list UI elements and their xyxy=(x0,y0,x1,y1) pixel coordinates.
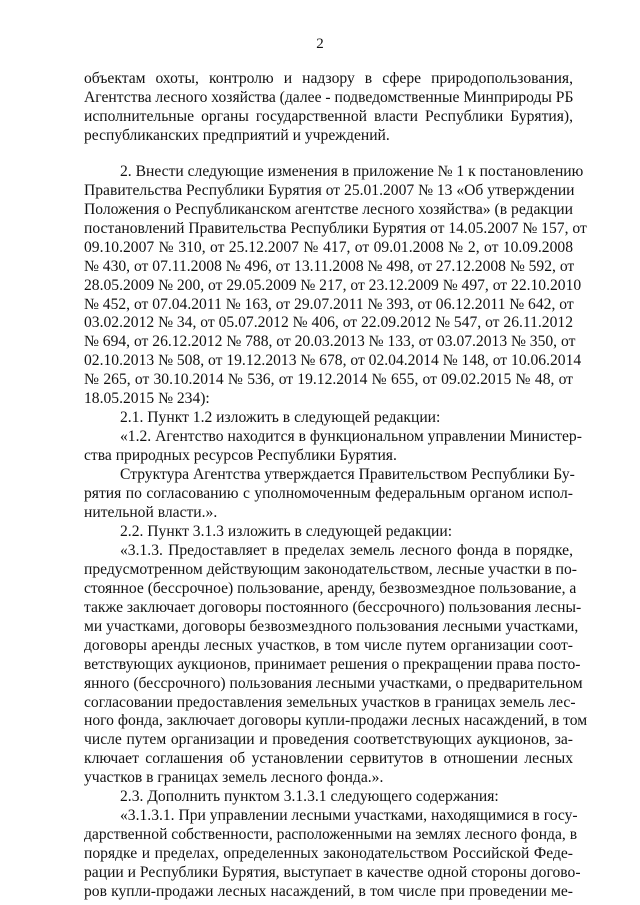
text-line: республиканских предприятий и учреждений. xyxy=(84,126,390,144)
text-line: согласовании предоставления земельных участков в границах земель лес- xyxy=(84,693,576,711)
text-line: также заключает договоры постоянного (бессрочного) пользования лесны- xyxy=(84,598,582,616)
text-line: «3.1.3. Предоставляет в пределах земель лесного фонда в порядке, xyxy=(120,541,573,559)
text-line: 02.10.2013 № 508, от 19.12.2013 № 678, от 02.04.2014 № 148, от 10.06.2014 xyxy=(84,352,582,370)
text-line: янного (бессрочного) пользования лесными участками, о предварительном xyxy=(84,674,583,692)
text-line: ного фонда, заключает договоры купли-продажи лесных насаждений, в том xyxy=(84,712,588,730)
text-line: 28.05.2009 № 200, от 29.05.2009 № 217, от 23.12.2009 № 497, от 22.10.2010 xyxy=(84,276,582,294)
text-line: 2. Внести следующие изменения в приложение № 1 к постановлению xyxy=(120,162,584,180)
text-line: 09.10.2007 № 310, от 25.12.2007 № 417, от 09.01.2008 № 2, от 10.09.2008 xyxy=(84,238,573,256)
text-line: Положения о Республиканском агентстве лесного хозяйства» (в редакции xyxy=(84,200,573,218)
text-line: «3.1.3.1. При управлении лесными участками, находящимися в госу- xyxy=(120,807,578,825)
text-line: объектам охоты, контролю и надзору в сфере природопользования, xyxy=(84,70,573,87)
text-line: 2.1. Пункт 1.2 изложить в следующей редакции: xyxy=(120,409,441,427)
text-line: ветствующих аукционов, принимает решения о прекращении права посто- xyxy=(84,655,581,673)
text-line: № 452, от 07.04.2011 № 163, от 29.07.2011 № 393, от 06.12.2011 № 642, от xyxy=(84,295,574,313)
text-line: рации и Республики Бурятия, выступает в качестве одной стороны догово- xyxy=(84,864,581,881)
text-line: договоры аренды лесных участков, в том числе путем организации соот- xyxy=(84,636,573,654)
text-line: рятия по согласованию с уполномоченным федеральным органом испол- xyxy=(84,485,573,502)
text-line: 03.02.2012 № 34, от 05.07.2012 № 406, от 22.09.2012 № 547, от 26.11.2012 xyxy=(84,314,573,332)
text-line: Правительства Республики Бурятия от 25.01.2007 № 13 «Об утверждении xyxy=(84,181,575,199)
text-line: Структура Агентства утверждается Правительством Республики Бу- xyxy=(120,466,575,483)
text-line: порядке и пределах, определенных законодательством Российской Феде- xyxy=(84,845,573,863)
text-line: «1.2. Агентство находится в функциональном управлении Министер- xyxy=(120,428,582,446)
text-line: нительной власти.». xyxy=(84,504,218,521)
text-line: исполнительные органы государственной власти Республики Бурятия), xyxy=(84,107,573,125)
text-line: стоянное (бессрочное) пользование, аренду, безвозмездное пользование, а xyxy=(84,579,577,597)
page-number: 2 xyxy=(316,36,324,52)
text-line: № 265, от 30.10.2014 № 536, от 19.12.2014 № 655, от 09.02.2015 № 48, от xyxy=(84,371,573,389)
text-line: предусмотренном действующим законодательством, лесные участки в по- xyxy=(84,560,577,578)
text-line: ключает соглашения об установлении сервитутов в отношении лесных xyxy=(84,750,573,768)
text-line: 2.3. Дополнить пунктом 3.1.3.1 следующего содержания: xyxy=(120,788,499,806)
text-line: 18.05.2015 № 234): xyxy=(84,390,210,408)
text-line: № 430, от 07.11.2008 № 496, от 13.11.2008 № 498, от 27.12.2008 № 592, от xyxy=(84,257,575,275)
text-line: постановлений Правительства Республики Бурятия от 14.05.2007 № 157, от xyxy=(84,219,587,237)
text-line: 2.2. Пункт 3.1.3 изложить в следующей редакции: xyxy=(120,522,453,540)
text-line: ми участками, договоры безвозмездного пользования лесными участками, xyxy=(84,617,579,635)
text-line: дарственной собственности, расположенными на землях лесного фонда, в xyxy=(84,826,578,844)
text-line: ства природных ресурсов Республики Бурятия. xyxy=(84,447,397,465)
text-line: участков в границах земель лесного фонда.». xyxy=(84,769,384,787)
text-line: № 694, от 26.12.2012 № 788, от 20.03.2013 № 133, от 03.07.2013 № 350, от xyxy=(84,333,576,351)
text-line: ров купли-продажи лесных насаждений, в том числе при проведении ме- xyxy=(84,883,573,900)
text-line: числе путем организации и проведения соответствующих аукционов, за- xyxy=(84,731,573,749)
text-line: Агентства лесного хозяйства (далее - подведомственные Минприроды РБ xyxy=(84,89,574,106)
